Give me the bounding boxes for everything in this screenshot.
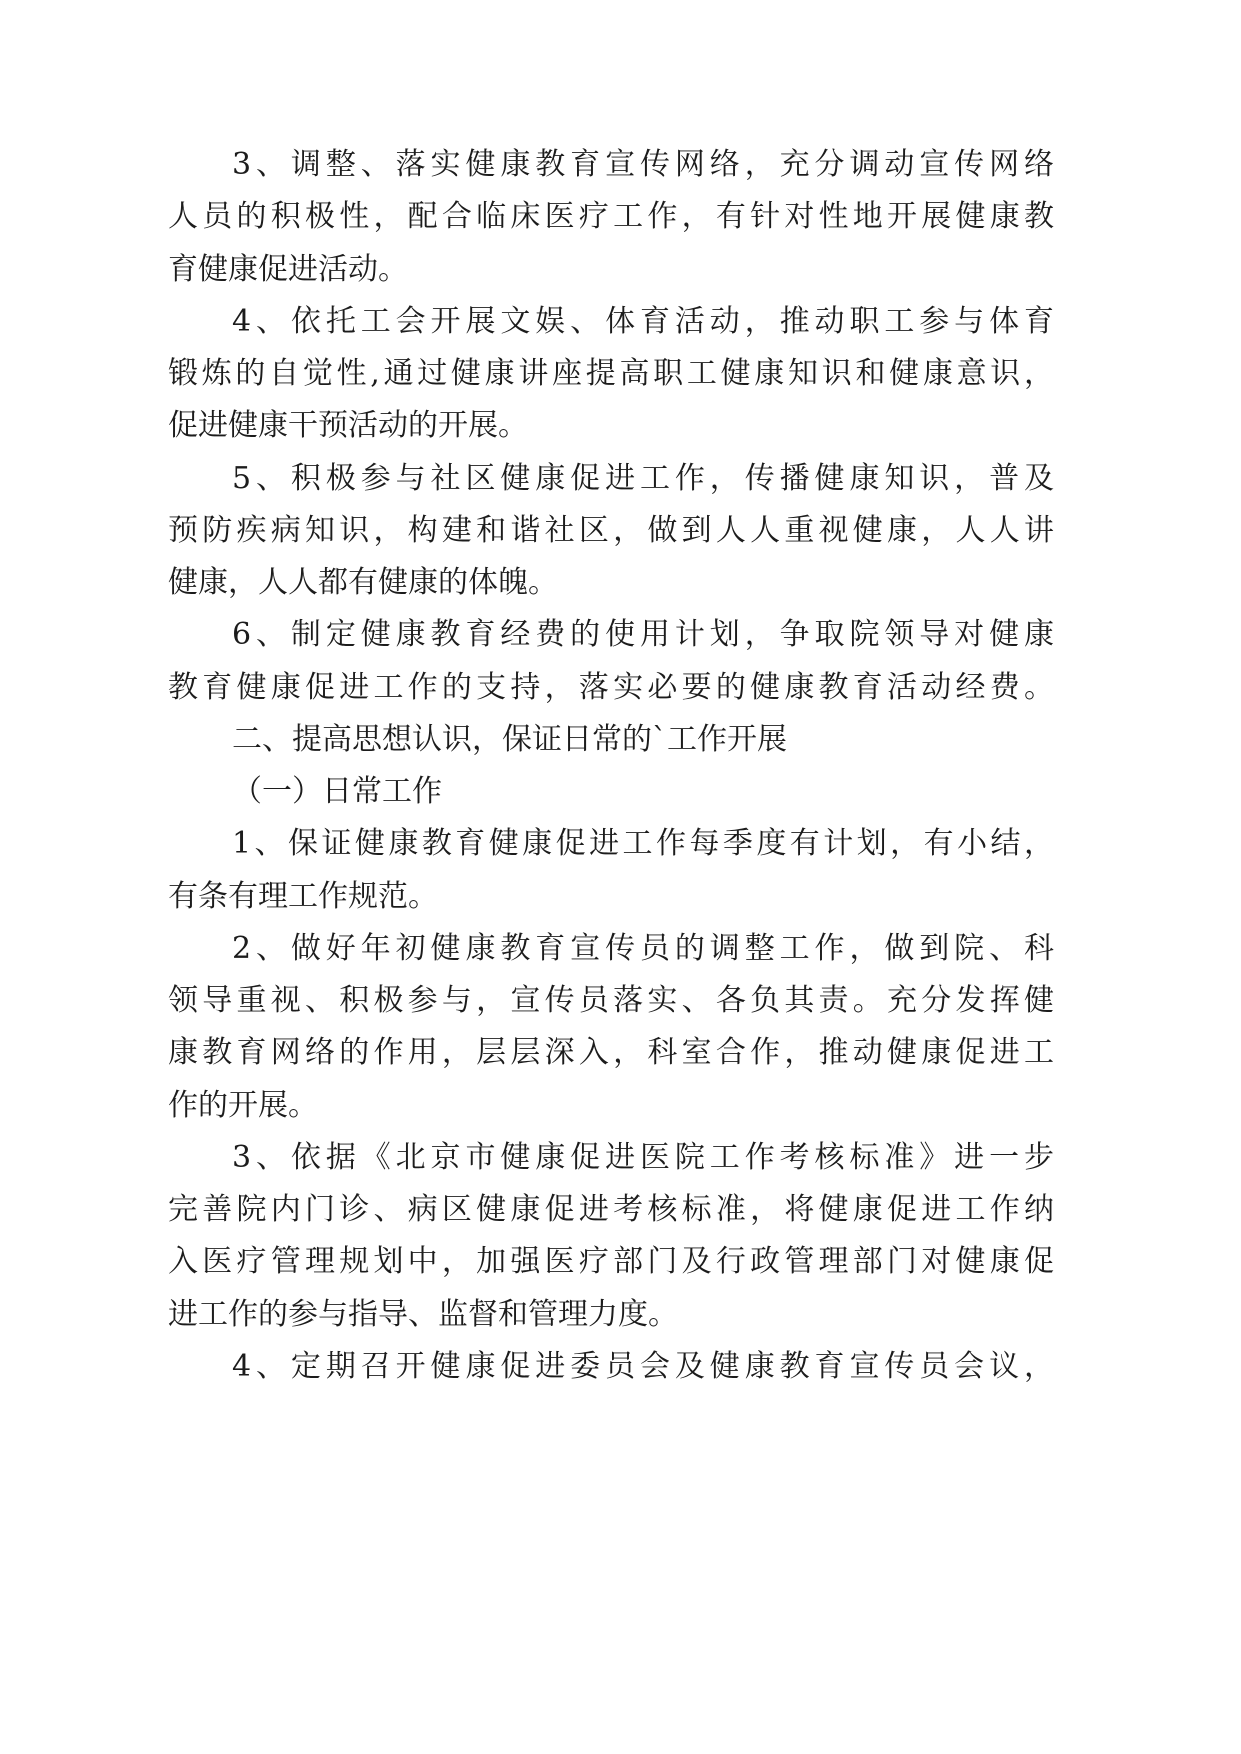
text-line: 进工作的参与指导、监督和管理力度。: [168, 1296, 678, 1332]
text-line: 教育健康促进工作的支持，落实必要的健康教育活动经费。: [168, 669, 1054, 705]
text-line: 4、依托工会开展文娱、体育活动，推动职工参与体育: [232, 303, 1054, 339]
text-line: 促进健康干预活动的开展。: [168, 408, 528, 444]
text-line: 人员的积极性，配合临床医疗工作，有针对性地开展健康教: [168, 199, 1054, 235]
paragraph-item-2: [168, 923, 1054, 1132]
text-line: 3、依据《北京市健康促进医院工作考核标准》进一步: [232, 1139, 1054, 1175]
text-line: 完善院内门诊、病区健康促进考核标准，将健康促进工作纳: [168, 1192, 1054, 1227]
text-line: 2、做好年初健康教育宣传员的调整工作，做到院、科: [232, 930, 1054, 966]
text-line: 4、定期召开健康促进委员会及健康教育宣传员会议，: [232, 1348, 1054, 1384]
text-line: 康教育网络的作用，层层深入，科室合作，推动健康促进工: [168, 1035, 1054, 1071]
text-line: 预防疾病知识，构建和谐社区，做到人人重视健康，人人讲: [168, 512, 1054, 548]
subsection-heading-text: （一）日常工作: [232, 774, 442, 809]
paragraph-item-3: [168, 139, 1054, 296]
subsection-heading: [168, 766, 1054, 818]
document-body: [168, 139, 1054, 1393]
text-line: 5、积极参与社区健康促进工作，传播健康知识，普及: [232, 460, 1054, 496]
text-line: 3、调整、落实健康教育宣传网络，充分调动宣传网络: [232, 147, 1054, 182]
text-line: 有条有理工作规范。: [168, 878, 438, 914]
paragraph-item-3b: [168, 1132, 1054, 1341]
section-heading: [168, 714, 1054, 766]
text-line: 健康，人人都有健康的体魄。: [168, 565, 558, 600]
paragraph-item-4: [168, 296, 1054, 453]
text-line: 6、制定健康教育经费的使用计划，争取院领导对健康: [232, 617, 1054, 653]
section-heading-text: 二、提高思想认识，保证日常的`工作开展: [232, 721, 787, 757]
text-line: 领导重视、积极参与，宣传员落实、各负其责。充分发挥健: [168, 983, 1054, 1018]
text-line: 锻炼的自觉性,通过健康讲座提高职工健康知识和健康意识，: [168, 356, 1054, 391]
paragraph-item-6: [168, 609, 1054, 714]
paragraph-item-4b: [168, 1341, 1054, 1393]
paragraph-item-5: [168, 453, 1054, 610]
paragraph-item-1: [168, 818, 1054, 923]
text-line: 作的开展。: [168, 1087, 318, 1123]
text-line: 入医疗管理规划中，加强医疗部门及行政管理部门对健康促: [168, 1244, 1054, 1280]
text-line: 育健康促进活动。: [168, 251, 408, 287]
text-line: 1、保证健康教育健康促进工作每季度有计划，有小结，: [232, 826, 1054, 862]
